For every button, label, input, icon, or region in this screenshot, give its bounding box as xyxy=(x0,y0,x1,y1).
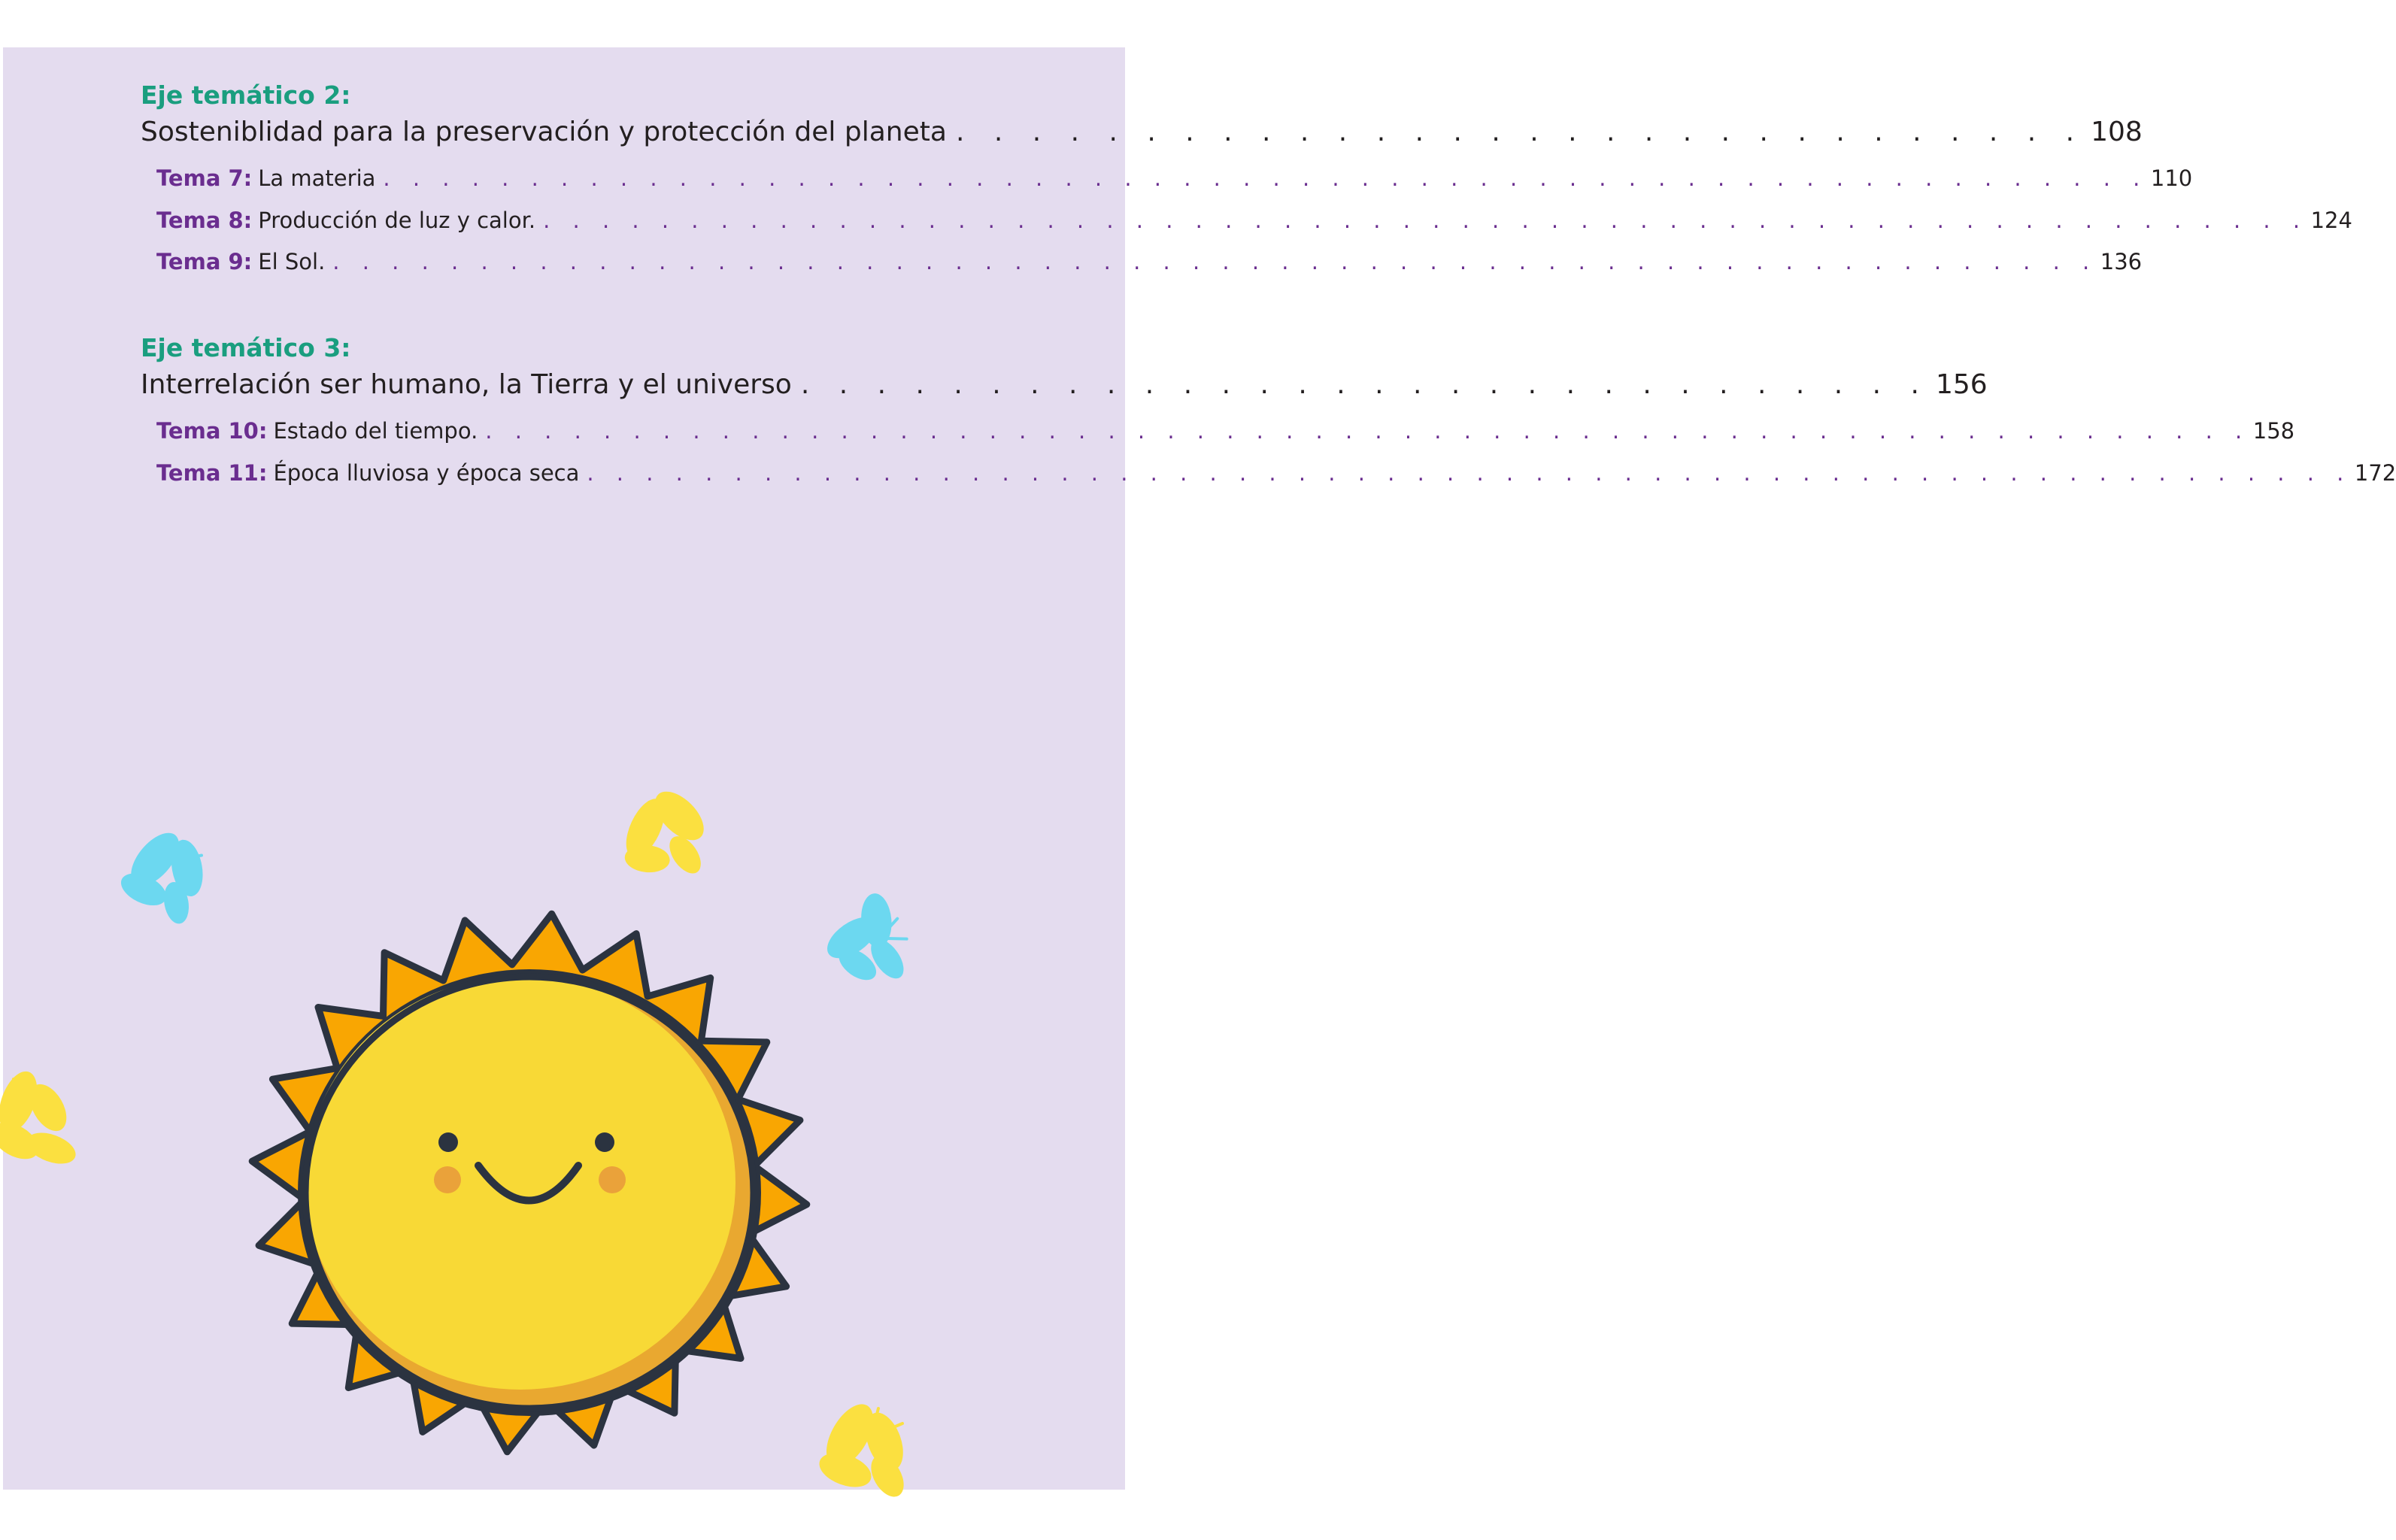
sun-face-icon xyxy=(298,969,761,1416)
toc-entry-title: Interrelación ser humano, la Tierra y el universo xyxy=(141,369,792,400)
toc-entry-title: Sosteniblidad para la preservación y protección del planeta xyxy=(141,117,947,147)
dot-leader: . . . . . . . . . . . . . . . . . . . . . . . . . . . . . . . . . . . . . . . . . . . . . . . . . . . . . . . . . . . . xyxy=(332,249,2097,274)
dot-leader: . . . . . . . . . . . . . . . . . . . . . . . . . . . . . . . . . . . . . . . . . . . . . . . . . . . . . . . . . . . . xyxy=(587,460,2352,486)
tema-label: Tema 9: xyxy=(156,249,253,274)
page-number: 108 xyxy=(2091,117,2143,147)
page-number: 172 xyxy=(2354,460,2396,486)
butterfly-yellow-top-icon xyxy=(605,775,723,895)
tema-title: Época lluviosa y época seca xyxy=(273,460,580,486)
sun-illustration xyxy=(3,47,1125,1490)
tema-title: Estado del tiempo. xyxy=(273,418,478,444)
tema-label: Tema 10: xyxy=(156,418,268,444)
tema-label: Tema 11: xyxy=(156,460,268,486)
left-eye-icon xyxy=(438,1132,458,1152)
tema-title: Producción de luz y calor. xyxy=(258,208,536,233)
right-eye-icon xyxy=(595,1132,614,1152)
page-number: 124 xyxy=(2310,208,2352,233)
tema-label: Tema 7: xyxy=(156,165,253,191)
dot-leader: . . . . . . . . . . . . . . . . . . . . . . . . . . . . . . . . . . . . . . . . . . . . . . . . . . . . . . . . . . . . xyxy=(383,165,2148,191)
page-number: 158 xyxy=(2252,418,2295,444)
page-number: 136 xyxy=(2100,249,2143,274)
page-number: 110 xyxy=(2150,165,2193,191)
page-panel xyxy=(3,47,2396,1490)
tema-label: Tema 8: xyxy=(156,208,253,233)
section-heading-eje-2: Eje temático 2: xyxy=(141,80,351,110)
butterfly-yellow-bottom-icon xyxy=(814,1396,910,1502)
tema-title: El Sol. xyxy=(258,249,326,274)
left-cheek-icon xyxy=(434,1166,461,1193)
dot-leader: . . . . . . . . . . . . . . . . . . . . . . . . . . . . . . xyxy=(800,369,1930,400)
dot-leader: . . . . . . . . . . . . . . . . . . . . . . . . . . . . . . . . . . . . . . . . . . . . . . . . . . . . . . . . . . . . xyxy=(543,208,2308,233)
tema-title: La materia xyxy=(258,165,376,191)
page-number: 156 xyxy=(1936,369,1988,400)
butterfly-yellow-left-icon xyxy=(0,1066,80,1170)
butterfly-blue-left-icon xyxy=(112,819,217,932)
right-cheek-icon xyxy=(599,1166,626,1193)
section-heading-eje-3: Eje temático 3: xyxy=(141,333,351,362)
dot-leader: . . . . . . . . . . . . . . . . . . . . . . . . . . . . . . . . . . . . . . . . . . . . . . . . . . . . . . . . . . . . xyxy=(485,418,2250,444)
dot-leader: . . . . . . . . . . . . . . . . . . . . . . . . . . . . . . xyxy=(955,117,2085,147)
butterfly-blue-right-icon xyxy=(817,891,911,990)
